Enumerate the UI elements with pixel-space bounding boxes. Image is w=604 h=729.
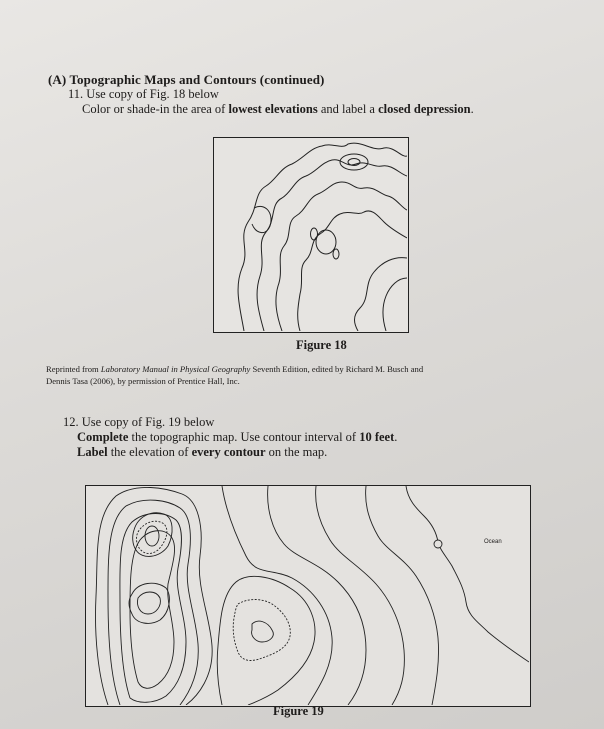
question-12-line1: 12. Use copy of Fig. 19 below [63,415,215,429]
contour-line [96,487,213,705]
hilltop-contour [145,526,159,546]
hachured-depression-contour [233,600,290,661]
contour-line [108,500,198,705]
contour-line [129,583,169,623]
stream-line [406,486,529,662]
question-11-line1: 11. Use copy of Fig. 18 below [68,87,219,101]
figure-18-caption: Figure 18 [296,338,347,352]
closed-depression-contour [333,249,339,259]
figure-19-map [85,485,531,707]
contour-line [276,182,407,331]
figure-18-map [213,137,409,333]
question-12-line2: Complete the topographic map. Use contour interval of 10 feet. [77,430,398,444]
contour-line [355,258,408,331]
contour-line [217,576,315,705]
question-12-line3: Label the elevation of every contour on the map. [77,445,328,459]
contour-line [252,621,274,642]
contour-line [133,513,172,557]
contour-line [366,486,439,705]
section-heading: (A) Topographic Maps and Contours (continued) [48,72,325,87]
ocean-label: Ocean [484,539,502,545]
figure-19-caption: Figure 19 [273,704,324,718]
contour-line [268,486,366,705]
contour-line [316,486,405,705]
question-11-line2: Color or shade-in the area of lowest elevations and label a closed depression. [82,102,474,116]
survey-point-marker [434,540,442,548]
contour-line [383,278,407,331]
reprint-credit: Reprinted from Laboratory Manual in Physical Geography Seventh Edition, edited by Richard M. Busch and Dennis Tasa (2006), by permission of Prentice Hall, Inc. [46,364,424,386]
contour-line [137,592,160,614]
closed-contour [316,230,336,254]
contour-line [222,486,332,705]
contour-line [252,206,271,232]
hilltop-contour [340,154,368,170]
contour-line [298,211,407,331]
